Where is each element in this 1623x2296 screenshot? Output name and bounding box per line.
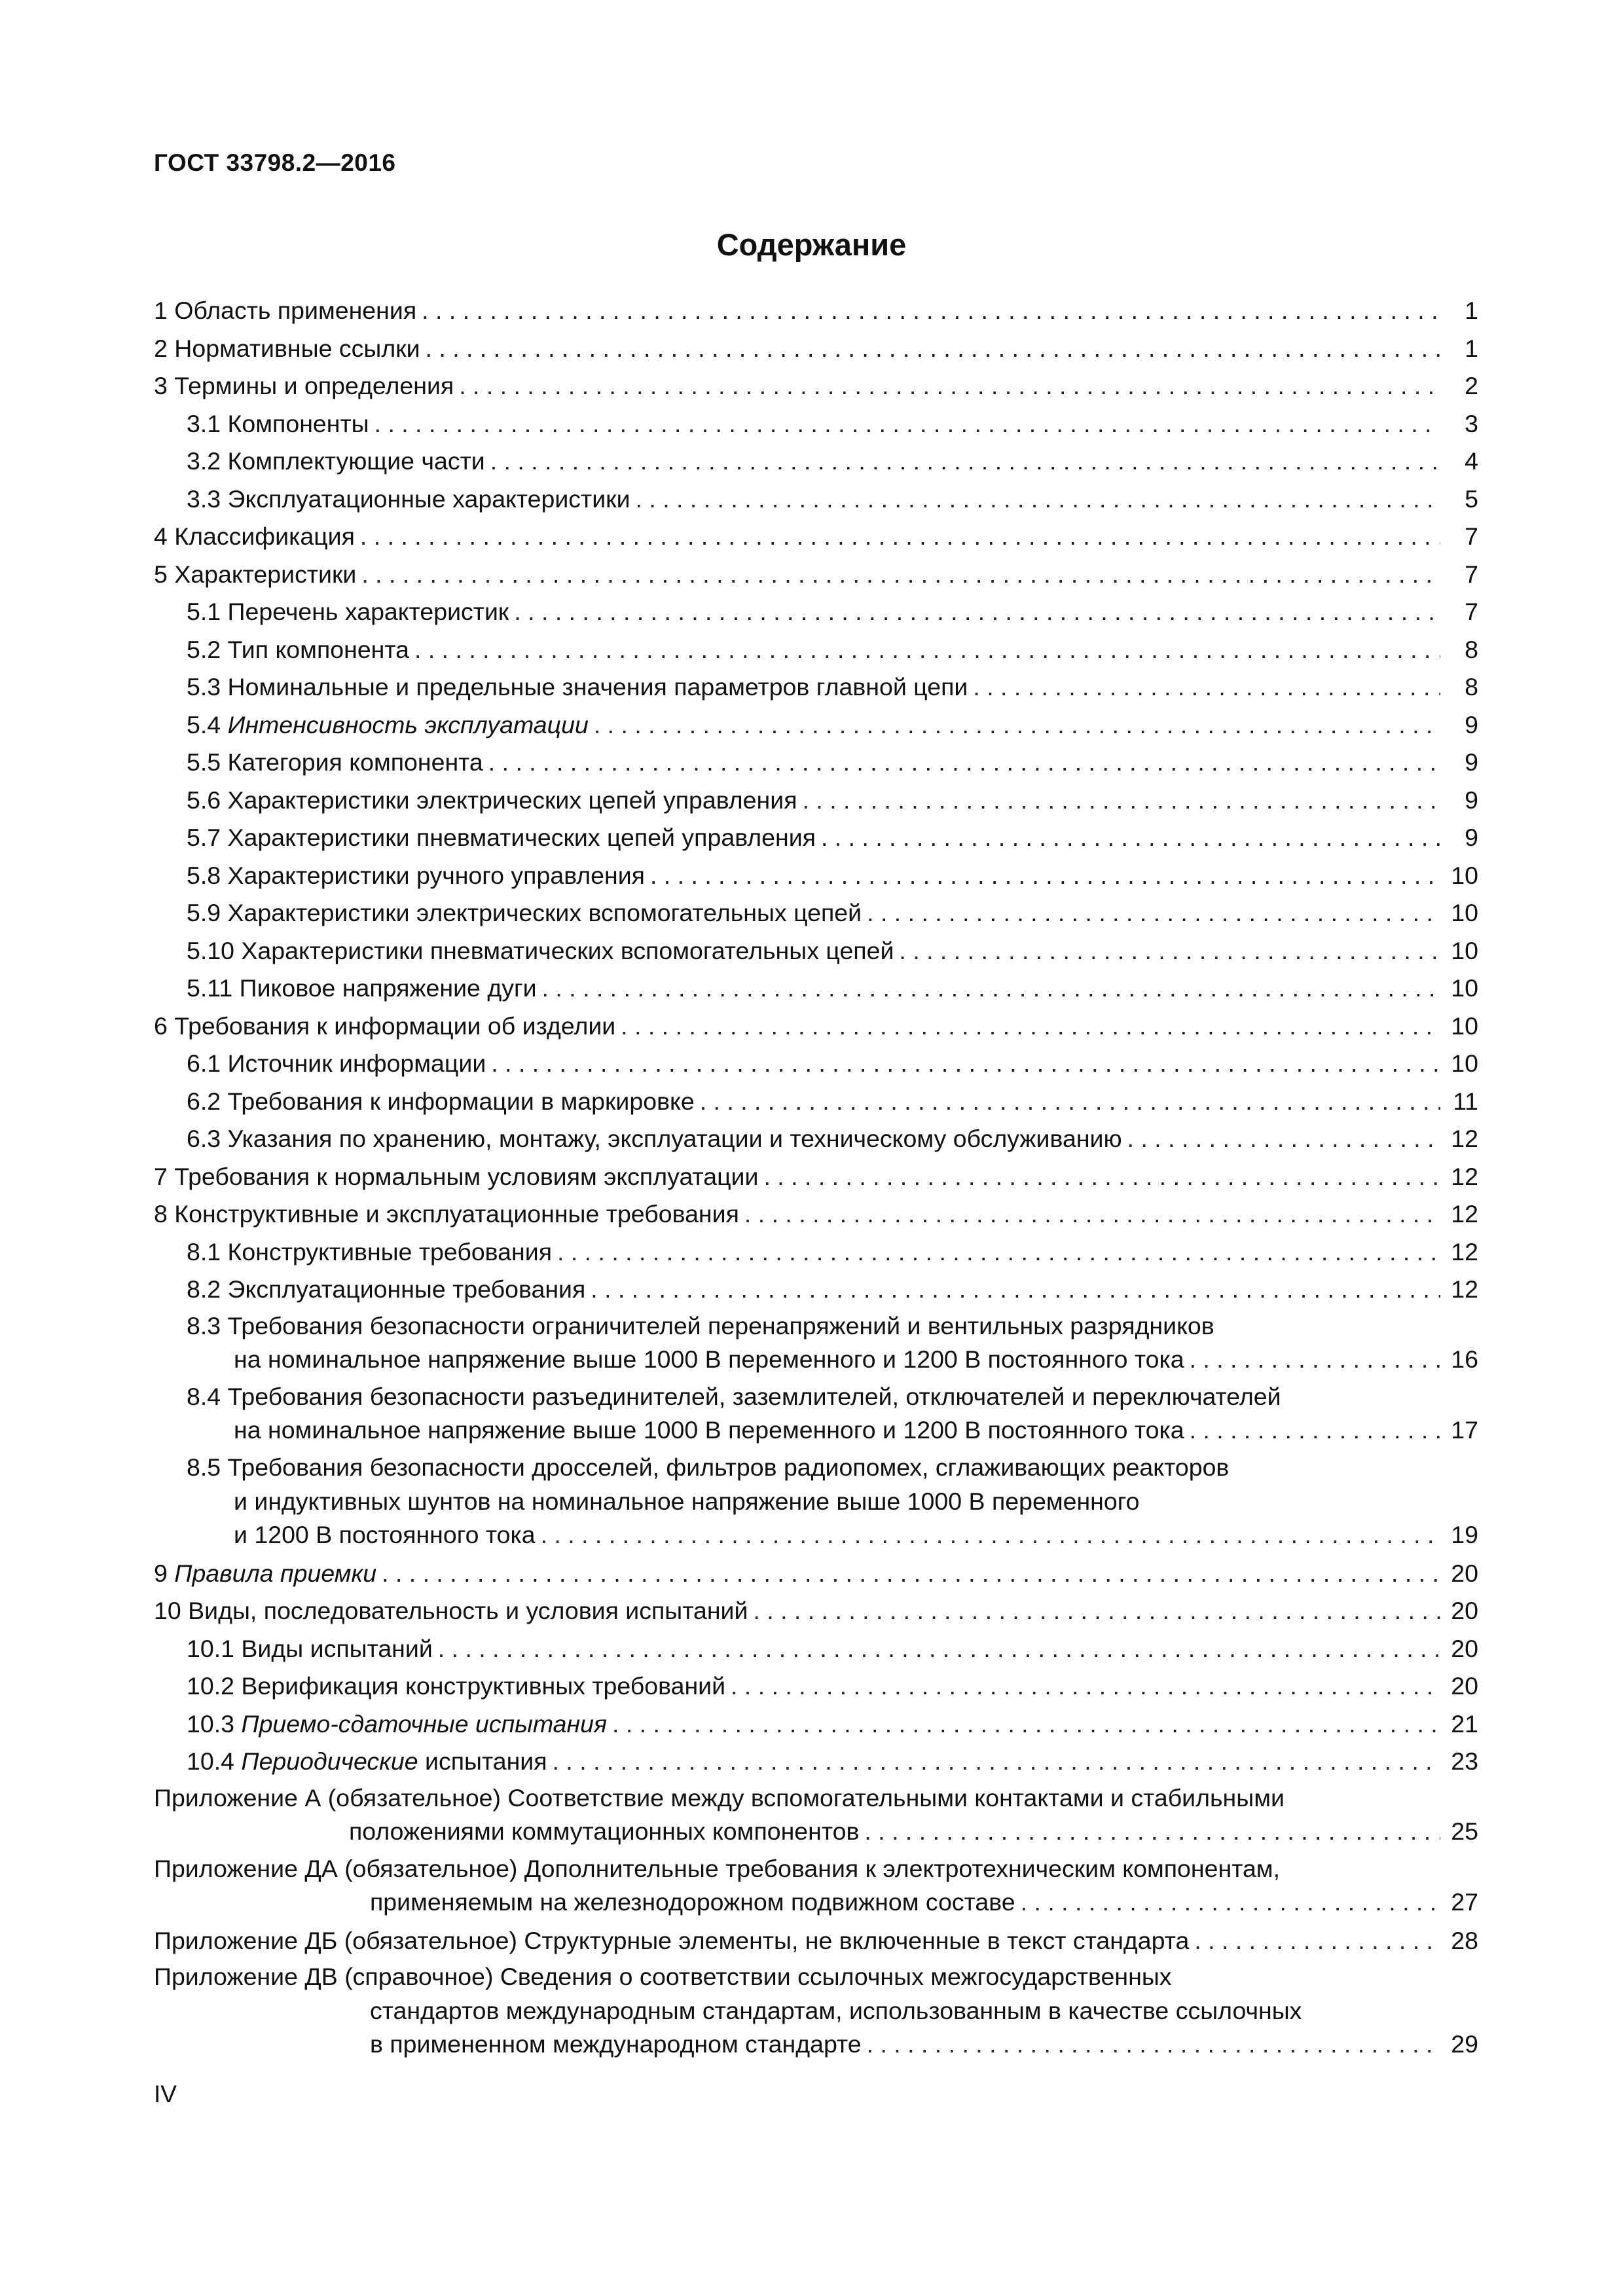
toc-entry-title — [187, 706, 589, 744]
dot-leader — [1194, 1922, 1440, 1960]
toc-entry-title-part: 5.6 Характеристики электрических цепей управления — [187, 786, 797, 814]
toc-entry[interactable] — [154, 970, 1478, 1008]
toc-entry[interactable] — [154, 819, 1478, 857]
toc-entry-title-part: 10.2 Верификация конструктивных требований — [187, 1672, 726, 1700]
toc-entry-page: 9 — [1465, 824, 1478, 851]
toc-entry-page: 4 — [1465, 447, 1478, 475]
toc-entry-title-part: 3.2 Комплектующие части — [187, 447, 485, 475]
dot-leader — [700, 1083, 1440, 1121]
toc-entry-title — [187, 1233, 552, 1271]
toc-entry-title-line: 8.4 Требования безопасности разъединителей, заземлителей, отключателей и переключателей — [187, 1382, 1281, 1410]
toc-entry[interactable] — [154, 1045, 1478, 1083]
page-number: IV — [154, 2081, 177, 2107]
toc-entry-title-part: Интенсивность эксплуатации — [227, 710, 589, 738]
toc-entry[interactable] — [154, 744, 1478, 782]
toc-entry[interactable] — [154, 1379, 1478, 1450]
dot-leader — [803, 782, 1440, 820]
toc-entry-title — [187, 932, 894, 970]
toc-entry-title — [370, 1886, 1015, 1918]
dot-leader — [973, 668, 1440, 706]
toc-entry-title-part: Правила приемки — [174, 1559, 377, 1587]
dot-leader — [591, 1271, 1440, 1309]
dot-leader — [753, 1592, 1440, 1630]
toc-entry-title — [187, 405, 369, 443]
toc-entry[interactable] — [154, 782, 1478, 820]
toc-entry[interactable] — [154, 556, 1478, 594]
toc-entry-title-part: Приложение ДБ (обязательное) Структурные элементы, не включенные в текст стандарта — [154, 1926, 1190, 1954]
toc-entry-page: 9 — [1465, 786, 1478, 814]
toc-entry[interactable] — [154, 1083, 1478, 1121]
toc-entry-title-part: 9 — [154, 1559, 175, 1587]
dot-leader — [553, 1743, 1440, 1781]
toc-entry-title-part: 3.3 Эксплуатационные характеристики — [187, 484, 630, 513]
toc-entry-title-part: 1 Область применения — [154, 297, 417, 324]
toc-entry-title-part: 6 Требования к информации об изделии — [154, 1011, 616, 1040]
toc-entry-title-part: в примененном международном стандарте — [370, 2030, 862, 2058]
toc-entry-title — [154, 330, 420, 368]
toc-entry-page: 17 — [1451, 1415, 1478, 1444]
toc-entry-title-part: 5.10 Характеристики пневматических вспомогательных цепей — [187, 936, 894, 964]
dot-leader — [867, 894, 1440, 932]
toc-entry-title-part: 6.2 Требования к информации в маркировке — [187, 1087, 695, 1115]
dot-leader — [491, 1045, 1440, 1083]
toc-entry-page: 12 — [1451, 1125, 1478, 1152]
dot-leader — [621, 1008, 1440, 1046]
toc-entry-title — [187, 1083, 695, 1121]
dot-leader — [426, 330, 1440, 368]
toc-entry[interactable] — [154, 1555, 1478, 1593]
toc-entry-title-part: 10 Виды, последовательность и условия испытаний — [154, 1597, 748, 1624]
dot-leader — [1190, 1413, 1440, 1446]
toc-entry-title-line: и индуктивных шунтов на номинальное напряжение выше 1000 В переменного — [234, 1487, 1140, 1515]
toc-entry-page: 10 — [1451, 899, 1478, 926]
toc-entry-title-line: 8.3 Требования безопасности ограничителей перенапряжений и вентильных разрядников — [187, 1311, 1214, 1339]
document-code: ГОСТ 33798.2—2016 — [154, 149, 396, 176]
toc-entry-title — [234, 1518, 536, 1551]
toc-entry-page: 23 — [1451, 1747, 1478, 1775]
toc-entry-title — [187, 894, 862, 932]
dot-leader — [763, 1158, 1440, 1196]
dot-leader — [374, 405, 1440, 443]
toc-entry[interactable] — [154, 668, 1478, 706]
toc-entry[interactable] — [154, 1705, 1478, 1743]
toc-entry-page: 7 — [1465, 522, 1478, 550]
toc-entry-page: 29 — [1451, 2030, 1478, 2058]
toc-entry[interactable] — [154, 1233, 1478, 1271]
dot-leader — [594, 706, 1440, 744]
dot-leader — [821, 819, 1440, 857]
toc-entry-title — [187, 443, 485, 481]
dot-leader — [541, 1518, 1440, 1551]
toc-entry[interactable] — [154, 857, 1478, 895]
toc-entry-title-part: 10.3 — [187, 1709, 242, 1738]
toc-entry-title-line: стандартов международным стандартам, использованным в качестве ссылочных — [370, 1997, 1302, 2024]
toc-entry-title-line: Приложение ДВ (справочное) Сведения о соответствии ссылочных межгосударственных — [154, 1963, 1172, 1990]
toc-entry[interactable] — [154, 1309, 1478, 1379]
dot-leader — [422, 292, 1440, 330]
toc-entry-title-part: Приемо-сдаточные испытания — [241, 1709, 608, 1738]
toc-entry-title-part: 10.4 — [187, 1747, 242, 1775]
toc-entry-page: 20 — [1451, 1559, 1478, 1587]
table-of-contents — [154, 292, 1478, 2064]
dot-leader — [361, 556, 1440, 594]
toc-entry-title — [154, 1158, 758, 1196]
toc-entry[interactable] — [154, 1450, 1478, 1555]
toc-entry[interactable] — [154, 1667, 1478, 1705]
toc-entry-title-part: 5.9 Характеристики электрических вспомогательных цепей — [187, 899, 862, 926]
toc-entry[interactable] — [154, 1959, 1478, 2064]
toc-entry-title — [154, 367, 454, 405]
dot-leader — [490, 443, 1440, 481]
toc-entry[interactable] — [154, 1851, 1478, 1922]
dot-leader — [1190, 1343, 1440, 1376]
toc-entry-title-part: Периодические — [241, 1747, 418, 1775]
toc-entry-title-part: и 1200 В постоянного тока — [234, 1520, 536, 1548]
toc-entry-page: 19 — [1451, 1520, 1478, 1548]
toc-entry-page: 27 — [1451, 1887, 1478, 1916]
toc-entry-title-part: 8 Конструктивные и эксплуатационные требования — [154, 1200, 739, 1228]
toc-entry-title-part: 5.3 Номинальные и предельные значения параметров главной цепи — [187, 673, 968, 701]
toc-entry-page: 28 — [1451, 1926, 1478, 1954]
toc-entry-title — [187, 1271, 585, 1309]
toc-entry-page: 8 — [1465, 635, 1478, 663]
toc-entry-page: 16 — [1451, 1345, 1478, 1373]
toc-entry-title-part: 8.1 Конструктивные требования — [187, 1237, 552, 1266]
toc-entry-title-part: применяемым на железнодорожном подвижном составе — [370, 1887, 1015, 1916]
toc-entry-title — [187, 1120, 1122, 1158]
dot-leader — [899, 932, 1440, 970]
toc-entry-title — [154, 1555, 376, 1593]
toc-entry-title — [234, 1343, 1184, 1376]
toc-entry-title-part: 4 Классификация — [154, 522, 355, 550]
toc-entry-title — [154, 1592, 748, 1630]
dot-leader — [459, 367, 1440, 405]
toc-entry-page: 3 — [1465, 409, 1478, 437]
toc-entry-title — [154, 518, 355, 556]
toc-entry-title-part: 3.1 Компоненты — [187, 409, 369, 437]
toc-entry[interactable] — [154, 481, 1478, 519]
toc-entry[interactable] — [154, 593, 1478, 631]
toc-entry-page: 10 — [1451, 936, 1478, 964]
page-title: Содержание — [716, 227, 907, 262]
toc-entry-title-part: 5.8 Характеристики ручного управления — [187, 861, 645, 889]
toc-entry-title-part: 7 Требования к нормальным условиям эксплуатации — [154, 1162, 759, 1190]
toc-entry[interactable] — [154, 1120, 1478, 1158]
toc-entry-page: 25 — [1451, 1817, 1478, 1845]
toc-entry-title — [154, 1922, 1189, 1960]
toc-entry-title — [187, 593, 509, 631]
toc-entry[interactable] — [154, 1195, 1478, 1233]
toc-entry-page: 10 — [1451, 974, 1478, 1002]
dot-leader — [1021, 1886, 1440, 1918]
toc-entry-page: 1 — [1465, 297, 1478, 324]
toc-entry-title — [187, 1705, 607, 1743]
toc-entry[interactable] — [154, 1158, 1478, 1196]
toc-entry[interactable] — [154, 1781, 1478, 1851]
toc-entry-title — [234, 1413, 1184, 1446]
toc-entry-title — [187, 1743, 547, 1781]
toc-entry-title — [154, 556, 356, 594]
toc-entry[interactable] — [154, 1743, 1478, 1781]
toc-entry-page: 21 — [1451, 1709, 1478, 1738]
dot-leader — [488, 744, 1440, 782]
toc-entry[interactable] — [154, 894, 1478, 932]
toc-entry-title — [187, 744, 483, 782]
toc-entry-title-part: на номинальное напряжение выше 1000 В переменного и 1200 В постоянного тока — [234, 1415, 1184, 1444]
toc-entry-title-part: 5.11 Пиковое напряжение дуги — [187, 974, 537, 1002]
toc-entry-title-part: 2 Нормативные ссылки — [154, 334, 420, 362]
toc-entry-title — [187, 1667, 725, 1705]
toc-entry[interactable] — [154, 330, 1478, 368]
toc-entry[interactable] — [154, 443, 1478, 481]
dot-leader — [650, 857, 1440, 895]
toc-entry-title — [154, 292, 416, 330]
toc-entry-title-part: 8.2 Эксплуатационные требования — [187, 1275, 586, 1303]
toc-entry[interactable] — [154, 1592, 1478, 1630]
toc-entry-title — [187, 1630, 433, 1668]
toc-entry-title — [187, 857, 645, 895]
toc-entry-title-part: 6.3 Указания по хранению, монтажу, эксплуатации и техническому обслуживанию — [187, 1125, 1122, 1152]
dot-leader — [612, 1705, 1440, 1743]
toc-entry-title-part: 5.7 Характеристики пневматических цепей управления — [187, 824, 816, 851]
toc-entry[interactable] — [154, 932, 1478, 970]
dot-leader — [382, 1555, 1440, 1593]
toc-entry-title-part: на номинальное напряжение выше 1000 В переменного и 1200 В постоянного тока — [234, 1345, 1184, 1373]
toc-entry-title — [187, 668, 968, 706]
toc-entry[interactable] — [154, 1008, 1478, 1046]
toc-entry-title-part: 5.1 Перечень характеристик — [187, 598, 509, 625]
toc-entry-title — [154, 1195, 739, 1233]
toc-entry-page: 1 — [1465, 334, 1478, 362]
toc-entry-page: 5 — [1465, 484, 1478, 513]
toc-entry-page: 20 — [1451, 1634, 1478, 1662]
toc-entry-page: 10 — [1451, 1011, 1478, 1040]
toc-entry-title-line: Приложение ДА (обязательное) Дополнительные требования к электротехническим компонентам, — [154, 1854, 1281, 1882]
toc-entry-title-line: 8.5 Требования безопасности дросселей, фильтров радиопомех, сглаживающих реакторов — [187, 1453, 1230, 1481]
toc-entry-title — [187, 819, 816, 857]
toc-entry-page: 12 — [1451, 1275, 1478, 1303]
toc-entry[interactable] — [154, 367, 1478, 405]
toc-entry-title — [349, 1815, 859, 1848]
toc-entry-title — [187, 481, 630, 519]
toc-entry-title-part: 5.4 — [187, 710, 228, 738]
toc-entry-page: 2 — [1465, 372, 1478, 399]
toc-entry-title — [187, 782, 797, 820]
toc-entry-page: 10 — [1451, 861, 1478, 889]
toc-entry-title-part: 5 Характеристики — [154, 560, 357, 588]
toc-entry-title — [187, 970, 537, 1008]
toc-entry-page: 10 — [1451, 1049, 1478, 1077]
dot-leader — [438, 1630, 1440, 1668]
toc-entry-page: 11 — [1453, 1087, 1478, 1115]
toc-entry-title — [370, 2028, 862, 2060]
dot-leader — [514, 593, 1440, 631]
toc-entry[interactable] — [154, 1922, 1478, 1960]
toc-entry[interactable] — [154, 706, 1478, 744]
toc-entry-title-part: 5.5 Категория компонента — [187, 748, 483, 776]
toc-entry[interactable] — [154, 292, 1478, 330]
toc-entry-title-line: Приложение А (обязательное) Соответствие между вспомогательными контактами и стабильными — [154, 1783, 1285, 1812]
toc-entry[interactable] — [154, 518, 1478, 556]
toc-entry-page: 20 — [1451, 1672, 1478, 1700]
toc-entry-page: 12 — [1451, 1237, 1478, 1266]
toc-entry-title-part: 6.1 Источник информации — [187, 1049, 486, 1077]
dot-leader — [636, 481, 1440, 519]
toc-entry-title-part: 3 Термины и определения — [154, 372, 454, 399]
toc-entry-title-part: 10.1 Виды испытаний — [187, 1634, 433, 1662]
toc-entry-title — [154, 1008, 615, 1046]
toc-entry-title-part: испытания — [418, 1747, 547, 1775]
toc-entry-title-part: положениями коммутационных компонентов — [349, 1817, 860, 1845]
toc-entry[interactable] — [154, 1630, 1478, 1668]
toc-entry-page: 12 — [1451, 1200, 1478, 1228]
dot-leader — [744, 1195, 1440, 1233]
dot-leader — [867, 2028, 1440, 2060]
toc-entry-page: 7 — [1465, 560, 1478, 588]
toc-entry[interactable] — [154, 1271, 1478, 1309]
toc-entry-page: 12 — [1451, 1162, 1478, 1190]
toc-entry[interactable] — [154, 631, 1478, 669]
toc-entry-page: 8 — [1465, 673, 1478, 701]
toc-entry-title-part: 5.2 Тип компонента — [187, 635, 409, 663]
toc-entry-page: 9 — [1465, 710, 1478, 738]
toc-entry-title — [187, 1045, 486, 1083]
toc-entry[interactable] — [154, 405, 1478, 443]
dot-leader — [731, 1667, 1440, 1705]
toc-entry-title — [187, 631, 409, 669]
dot-leader — [360, 518, 1440, 556]
dot-leader — [542, 970, 1440, 1008]
toc-entry-page: 20 — [1451, 1597, 1478, 1624]
toc-entry-page: 9 — [1465, 748, 1478, 776]
dot-leader — [1127, 1120, 1440, 1158]
dot-leader — [864, 1815, 1440, 1848]
dot-leader — [414, 631, 1440, 669]
toc-entry-page: 7 — [1465, 598, 1478, 625]
dot-leader — [557, 1233, 1440, 1271]
